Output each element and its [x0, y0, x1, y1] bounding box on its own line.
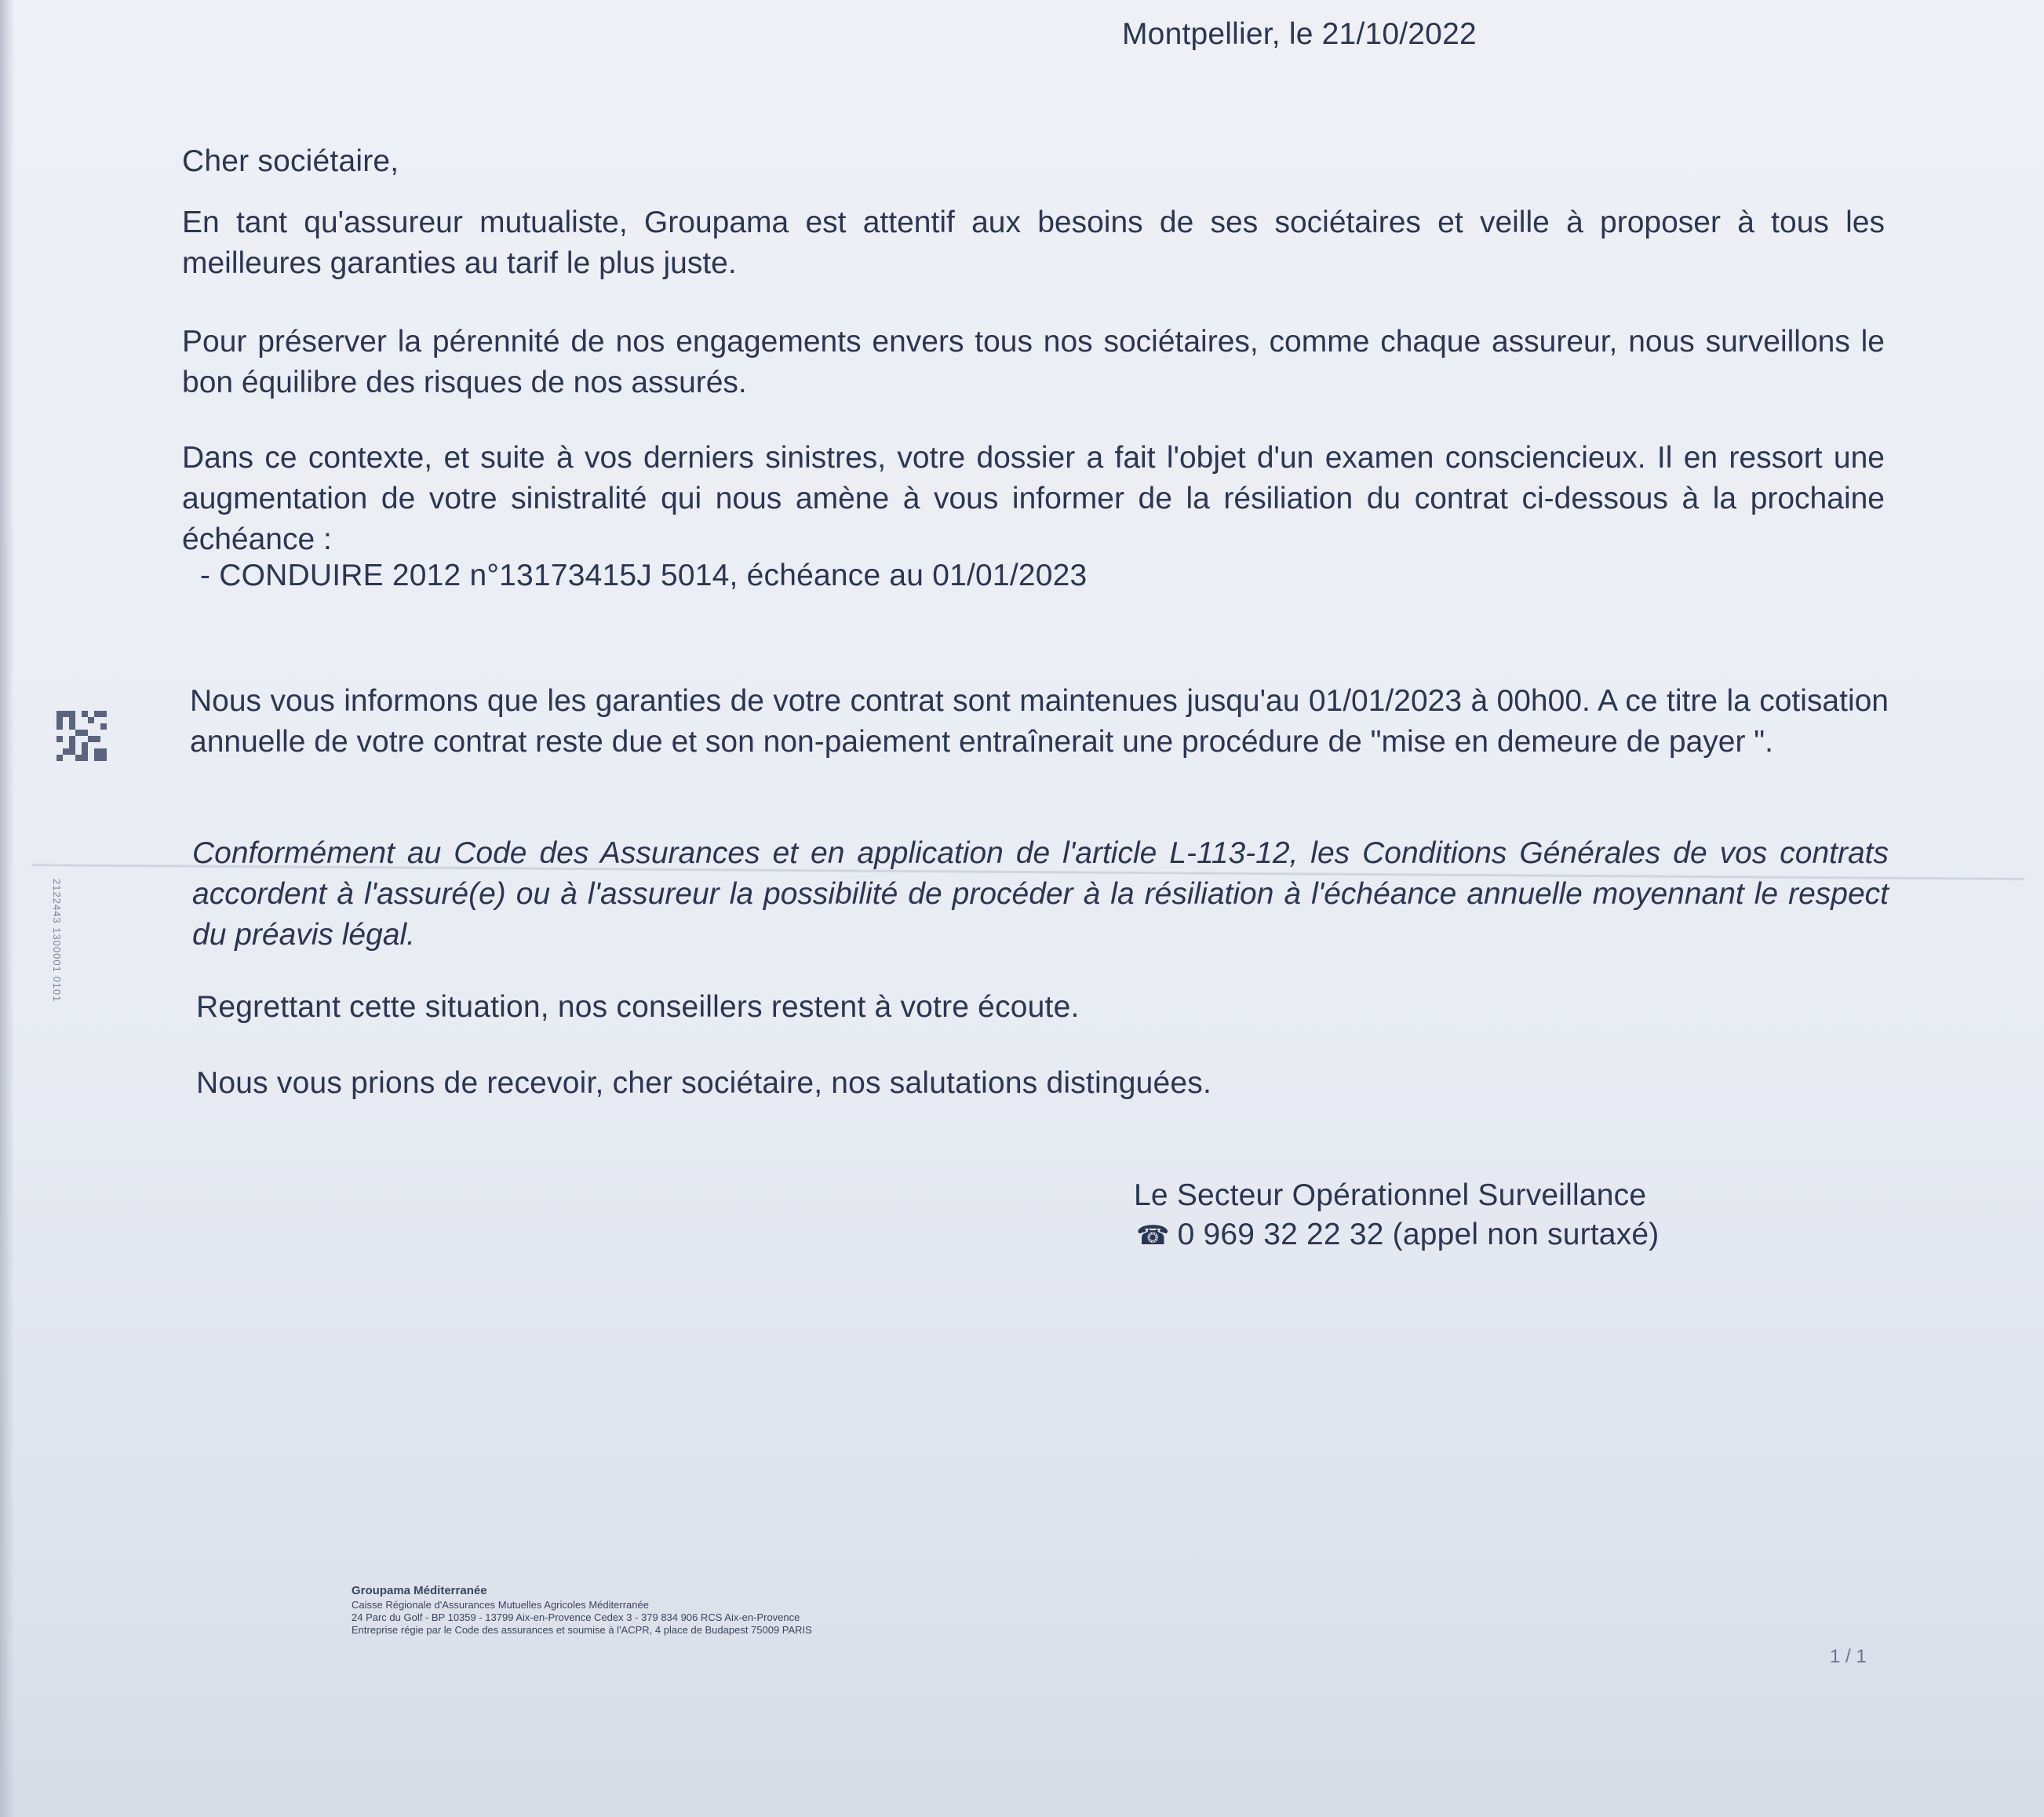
- paragraph-context: Dans ce contexte, et suite à vos derniers sinistres, votre dossier a fait l'objet d'un examen consciencieux. Il en ressort une augmentation de votre sinistralité qui nous amène à vous informer de la résiliation du contrat ci-dessous à la prochaine échéance :: [182, 441, 1885, 556]
- side-barcode-text: 2122443 1300001 0101: [51, 879, 63, 1003]
- footer-line-3: Entreprise régie par le Code des assurances et soumise à l'ACPR, 4 place de Budapest 75009 PARIS: [352, 1624, 812, 1636]
- footer-line-1: Caisse Régionale d'Assurances Mutuelles Agricoles Méditerranée: [352, 1599, 649, 1611]
- qr-code-icon: [56, 711, 107, 761]
- paragraph-regret: Regrettant cette situation, nos conseillers restent à votre écoute.: [196, 990, 1080, 1024]
- paper-edge-shadow: [0, 0, 14, 1817]
- footer-company-name: Groupama Méditerranée: [352, 1584, 487, 1597]
- paragraph-closing: Nous vous prions de recevoir, cher sociétaire, nos salutations distinguées.: [196, 1066, 1212, 1100]
- greeting: Cher sociétaire,: [182, 144, 399, 178]
- phone-icon: ☎: [1136, 1221, 1170, 1251]
- contract-item: - CONDUIRE 2012 n°13173415J 5014, échéance au 01/01/2023: [200, 559, 1088, 592]
- footer-company-info: [352, 1583, 812, 1637]
- paragraph-commitments: Pour préserver la pérennité de nos engagements envers tous nos sociétaires, comme chaque assureur, nous surveillons le bon équilibre des risques de nos assurés.: [182, 325, 1885, 399]
- paragraph-legal: Conformément au Code des Assurances et en application de l'article L-113-12, les Conditions Générales de vos contrats accordent à l'assuré(e) ou à l'assureur la possibilité de procéder à la résiliation à l'échéance annuelle moyennant le respect du préavis légal.: [192, 836, 1889, 952]
- paragraph-intro: En tant qu'assureur mutualiste, Groupama est attentif aux besoins de ses sociétaires et veille à proposer à tous les meilleures garanties au tarif le plus juste.: [182, 206, 1885, 280]
- date-line: Montpellier, le 21/10/2022: [1122, 17, 1477, 51]
- signature-department: Le Secteur Opérationnel Surveillance: [1134, 1178, 1647, 1212]
- footer-line-2: 24 Parc du Golf - BP 10359 - 13799 Aix-en-Provence Cedex 3 - 379 834 906 RCS Aix-en-Provence: [352, 1611, 800, 1623]
- signature-phone-line: [1136, 1214, 1659, 1256]
- signature-phone: 0 969 32 22 32 (appel non surtaxé): [1177, 1218, 1660, 1251]
- paragraph-guarantees: Nous vous informons que les garanties de votre contrat sont maintenues jusqu'au 01/01/2023 à 00h00. A ce titre la cotisation annuelle de votre contrat reste due et son non-paiement entraînerait une procédure de "mise en demeure de payer ".: [190, 684, 1889, 759]
- page-number: 1 / 1: [1830, 1646, 1867, 1667]
